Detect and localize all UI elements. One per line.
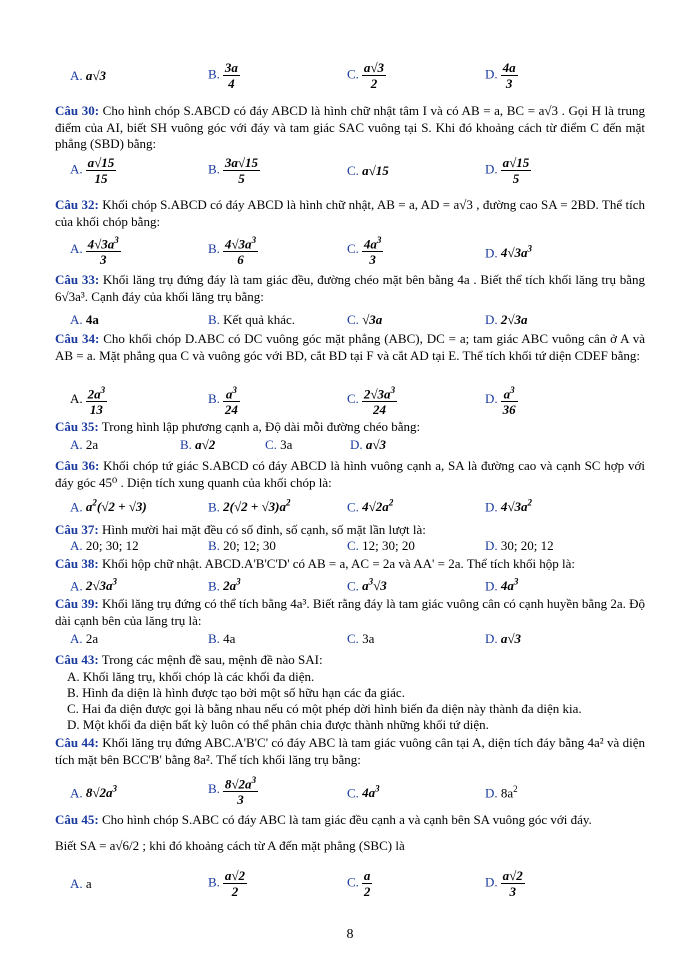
option: A. $\frac{a√15}{15}$ <box>70 155 115 186</box>
option: C. $4√2a^2$ <box>347 498 394 515</box>
option: D. $8a^2$ <box>485 784 518 801</box>
option: C. $\frac{a√3}{2}$ <box>347 60 385 91</box>
page-number: 8 <box>346 927 354 942</box>
question-32: Câu 32: Khối chóp S.ABCD có đáy ABCD là hình chữ nhật, AB = a, AD = a√3 , đường cao SA = 2BD. Thể tích của khối chóp bằng: <box>55 197 646 229</box>
question-34: Câu 34: Cho khối chóp D.ABC có DC vuông góc mặt phẳng (ABC), DC = a; tam giác ABC vuông cân ở A và AB = a. Mặt phẳng qua C và vuông góc với BD, cắt BD tại F và cắt AD tại E. Thể tích khối tứ diện CDEF bằng: <box>55 331 645 363</box>
question-37: Câu 37: Hình mười hai mặt đều có số đỉnh, số cạnh, số mặt lần lượt là: <box>55 522 426 537</box>
option: A. a <box>70 876 92 891</box>
option: A. 4a <box>70 312 99 327</box>
option: C. 12; 30; 20 <box>347 538 415 553</box>
option: B. 4a <box>208 631 236 646</box>
option: B. $\frac{8√2a^3}{3}$ <box>208 775 257 808</box>
option: B. $\frac{4√3a^3}{6}$ <box>208 235 257 268</box>
option: B. $2(√2 + √3)a^2$ <box>208 498 291 515</box>
option: B. $\frac{3a√15}{5}$ <box>208 155 259 186</box>
option: A. a√3 <box>70 68 107 83</box>
question-30: Câu 30: Cho hình chóp S.ABCD có đáy ABCD là hình chữ nhật tâm I và có AB = a, BC = a√3 . Gọi H là trung điểm của AI, biết SH vuông góc với đáy và tam giác SAC vuông tại S. Khi đó khoảng cách từ điểm C đến mặt phẳng (SBD) bằng: <box>55 103 645 151</box>
question-45: Câu 45: Cho hình chóp S.ABC có đáy ABC là tam giác đều cạnh a và cạnh bên SA vuông góc với đáy. <box>55 812 592 827</box>
statement-a: A. Khối lăng trụ, khối chóp là các khối đa diện. <box>67 668 315 684</box>
option: C. a√15 <box>347 163 389 178</box>
option: D. $\frac{a√2}{3}$ <box>485 868 523 899</box>
question-38: Câu 38: Khối hộp chữ nhật. ABCD.A'B'C'D' có AB = a, AC = 2a và AA' = 2a. Thể tích khối hộp là: <box>55 556 576 571</box>
option: A. $\frac{4√3a^3}{3}$ <box>70 235 119 268</box>
option: B. $\frac{3a}{4}$ <box>208 60 238 91</box>
option: B. a√2 <box>180 437 216 452</box>
option: C. $a^3√3$ <box>347 577 387 594</box>
option: B. 20; 12; 30 <box>208 538 276 553</box>
option: D. $\frac{a^3}{36}$ <box>485 385 516 418</box>
option: C. $4a^3$ <box>347 784 380 801</box>
statement-b: B. Hình đa diện là hình được tạo bởi một số hữu hạn các đa giác. <box>67 684 405 700</box>
option: C. √3a <box>347 312 383 327</box>
question-45-line2: Biết SA = a√6/2 ; khi đó khoảng cách từ A đến mặt phẳng (SBC) là <box>55 838 405 853</box>
option: D. a√3 <box>350 437 387 452</box>
question-43: Câu 43: Trong các mệnh đề sau, mệnh đề nào SAI: A. Khối lăng trụ, khối chóp là các khối đa diện. B. Hình đa diện là hình được tạo bởi một số hữu hạn các đa giác. C. Hai đa diện được gọi là bằng nhau nếu có một phép dời hình biến đa diện này thành đa diện kia. D. Một khối đa diện bất kỳ luôn có thể phân chia được thành những khối tứ diện. <box>55 652 645 733</box>
option: C. $\frac{2√3a^3}{24}$ <box>347 385 396 418</box>
option: D. $4a^3$ <box>485 577 519 594</box>
option: B. $\frac{a√2}{2}$ <box>208 868 246 899</box>
question-36: Câu 36: Khối chóp tứ giác S.ABCD có đáy ABCD là hình vuông cạnh a, SA là đường cao và cạnh SC hợp với đáy góc 45⁰ . Diện tích xung quanh của khối chóp là: <box>55 458 645 490</box>
option: D. $\frac{a√15}{5}$ <box>485 155 530 186</box>
option: C. 3a <box>265 437 293 452</box>
option: C. $\frac{4a^3}{3}$ <box>347 235 382 268</box>
option: C. 3a <box>347 631 375 646</box>
option: A. $8√2a^3$ <box>70 784 118 801</box>
option: D. $\frac{4a}{3}$ <box>485 60 516 91</box>
question-35: Câu 35: Trong hình lập phương cạnh a, Độ dài mỗi đường chéo bằng: <box>55 419 421 434</box>
option: D. $4√3a^2$ <box>485 498 533 515</box>
option: A. $\frac{2a^3}{13}$ <box>70 385 106 418</box>
option: B. Kết quả khác. <box>208 312 296 327</box>
option: C. $\frac{a}{2}$ <box>347 868 371 899</box>
statement-c: C. Hai đa diện được gọi là bằng nhau nếu có một phép dời hình biến đa diện này thành đa diện kia. <box>67 700 582 716</box>
question-44: Câu 44: Khối lăng trụ đứng ABC.A'B'C' có đáy ABC là tam giác vuông cân tại A, diện tích đáy bằng 4a² và diện tích mặt bên BCC'B' bằng 8a². Thể tích khối lăng trụ bằng: <box>55 735 645 767</box>
option: D. $4√3a^3$ <box>485 244 533 261</box>
option: A. 20; 30; 12 <box>70 538 139 553</box>
option: A. $2√3a^3$ <box>70 577 118 594</box>
option: B. $2a^3$ <box>208 577 241 594</box>
option: A. 2a <box>70 631 99 646</box>
option: A. $a^2(√2 + √3)$ <box>70 498 147 515</box>
option: A. 2a <box>70 437 99 452</box>
statement-d: D. Một khối đa diện bất kỳ luôn có thể phân chia được thành những khối tứ diện. <box>67 716 489 732</box>
option: B. $\frac{a^3}{24}$ <box>208 385 238 418</box>
option: D. 30; 20; 12 <box>485 538 554 553</box>
question-39: Câu 39: Khối lăng trụ đứng có thể tích bằng 4a³. Biết rằng đáy là tam giác vuông cân có cạnh huyền bằng 2a. Độ dài cạnh bên của lăng trụ là: <box>55 596 646 628</box>
option: D. 2√3a <box>485 312 528 327</box>
option: D. a√3 <box>485 631 522 646</box>
question-33: Câu 33: Khối lăng trụ đứng đáy là tam giác đều, đường chéo mặt bên bằng 4a . Biết thể tích khối lăng trụ bằng 6√3a³. Cạnh đáy của khối lăng trụ bằng: <box>55 272 645 304</box>
